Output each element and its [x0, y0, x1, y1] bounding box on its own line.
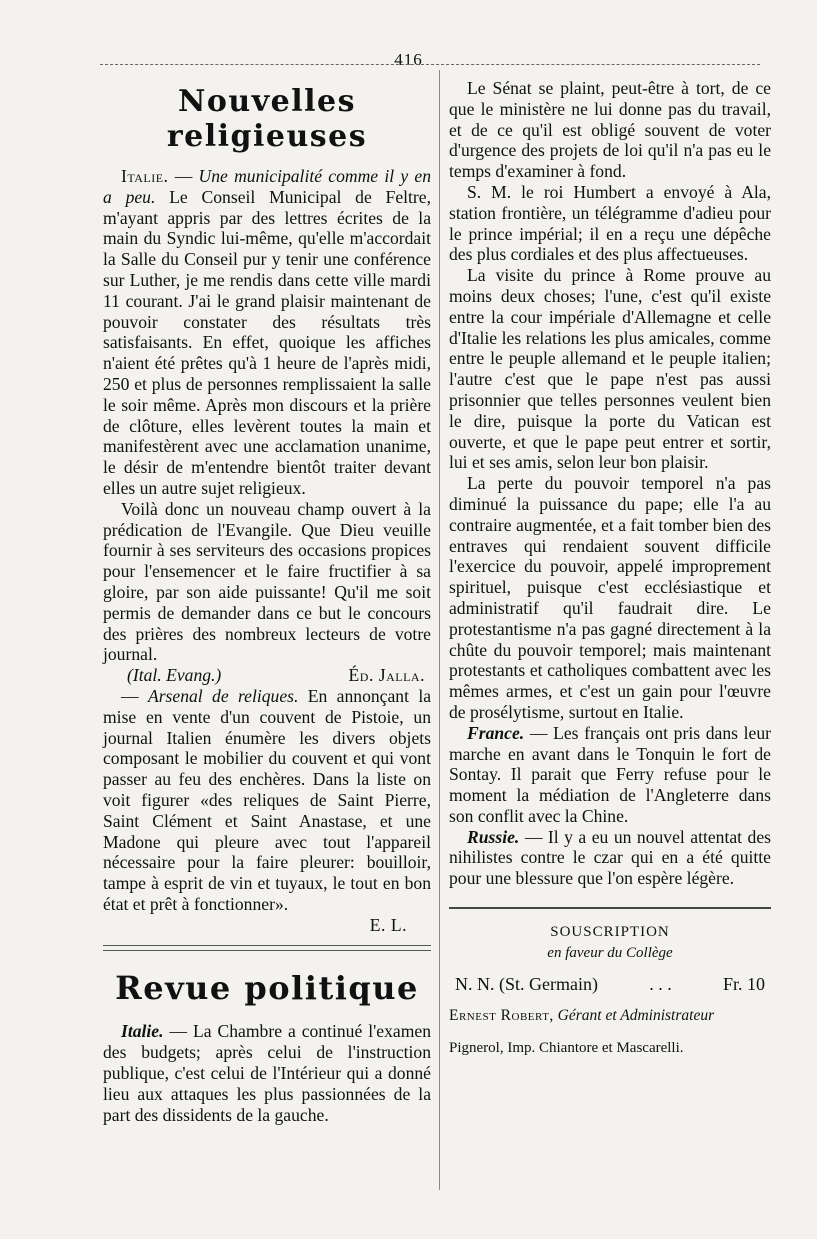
subscription-title: SOUSCRIPTION [550, 924, 670, 941]
country-label: Italie. [121, 1021, 164, 1042]
article-body: — Les français ont pris dans leur marche en avant dans le Tonquin le fort de Sontay. Il parait que Ferry refuse pour le moment la médiation de l'Angleterre dans son conflit avec la Chine. [449, 722, 771, 826]
article-body: En annonçant la mise en vente d'un couvent de Pistoie, un journal Italien énumère les divers objets composant le mobilier du couvent et qui vont passer au feu des enchères. Dans la liste on voit figurer «des reliques de Saint Pierre, Saint Clément et Saint Anastase, et une Madone qui pleure avec tout l'appareil nécessaire pour la faire pleurer: bouilloir, tampe à esprit de vin et tuyaux, le tout en bon état et prêt à fonctionner». [103, 685, 432, 914]
column-divider [439, 70, 440, 1190]
article-italie-municipalite: Italie. — Une municipalité comme il y en a peu. Le Conseil Municipal de Feltre, m'ayant appris par des lettres écrites de la main du Syndic lui-même, qu'elle m'accordait la Salle du Conseil pur y tenir une conférence sur Luther, je me rendis dans cette ville mardi 11 courant. J'ai le grand plaisir maintenant de pouvoir constater des résultats très satisfaisants. En effet, quoique les affiches n'aient été prêtes qu'à 1 heure de l'après midi, 250 et plus de personnes remplissaient la salle le soir même. Après mon discours et la prière de clôture, elles levèrent toutes la main et manifestèrent avec une acclamation unanime, le désir de m'entendre bientôt traiter devant elles un autre sujet religieux. [103, 166, 431, 498]
article-headline: Arsenal de reliques. [147, 685, 299, 706]
signature-line [103, 665, 431, 686]
article-paragraph: La perte du pouvoir temporel n'a pas diminué la puissance du pape; elle l'a au contraire augmentée, et a fait tomber bien des entraves qui rendaient souvent difficile l'exercice du pouvoir, appelé improprement spirituel, puisque c'est ecclésiastique et administratif qu'il faudrait dire. Le protestantisme n'a pas gagné directement à la chûte du pouvoir temporel; mais maintenant protestants et catholiques combattent avec les mêmes armes, et c'est un gain pour l'œuvre de prosélytisme, surtout en Italie. [449, 473, 771, 722]
signature-source: (Ital. Evang.) [127, 665, 222, 686]
subscriber-name: N. N. (St. Germain) [455, 974, 598, 995]
subscription-dots: . . . [649, 974, 672, 995]
subscription-box [449, 921, 771, 997]
right-column [449, 78, 771, 1059]
article-body: — Il y a eu un nouvel attentat des nihilistes contre le czar qui en a été quitte pour une blessure que l'on espère légère. [449, 826, 771, 889]
section-title-religieuses: Nouvelles religieuses [166, 84, 368, 154]
article-arsenal-reliques: — Arsenal de reliques. En annonçant la mise en vente d'un couvent de Pistoie, un journal Italien énumère les divers objets composant le mobilier du couvent et qui vont passer au feu des enchères. Dans la liste on voit figurer «des reliques de Saint Pierre, Saint Clément et Saint Anastase, et une Madone qui pleure avec tout l'appareil nécessaire pour la faire pleurer: bouilloir, tampe à esprit de vin et tuyaux, le tout en bon état et prêt à fonctionner». [103, 685, 432, 914]
section-title-politique: Revue politique [115, 969, 419, 1008]
article-body: Le Conseil Municipal de Feltre, m'ayant appris par des lettres écrites de la main du Syndic lui-même, qu'elle m'accordait la Salle du Conseil pur y tenir une conférence sur Luther, je me rendis dans cette ville mardi 11 courant. J'ai le grand plaisir maintenant de pouvoir constater des résultats très satisfaisants. En effet, quoique les affiches n'aient été prêtes qu'à 1 heure de l'après midi, 250 et plus de personnes remplissaient la salle le soir même. Après mon discours et la prière de clôture, elles levèrent toutes la main et manifestèrent avec une acclamation unanime, le désir de m'entendre bientôt traiter devant elles un autre sujet religieux. [103, 186, 431, 498]
subscription-amount: Fr. 10 [722, 974, 765, 995]
signature-line [103, 915, 431, 936]
subscription-entry [449, 971, 771, 997]
article-paragraph: Voilà donc un nouveau champ ouvert à la prédication de l'Evangile. Que Dieu veuille fournir à ses serviteurs des occasions propices pour l'ensemencer et le faire fructifier à sa gloire, par son aide puissante! Qu'il me soit permis de demander dans ce but le concours des prières des nombreux lecteurs de votre journal. [103, 498, 431, 665]
article-body: — La Chambre a continué l'examen des budgets; après celui de l'instruction publique, c'est celui de l'Intérieur qui a donné lieu aux attaques les plus passionnées de la part des dissidents de la gauche. [103, 1021, 431, 1125]
gerant-role: Gérant et Administrateur [557, 1007, 715, 1025]
left-column [103, 84, 431, 1125]
page-number: 416 [394, 50, 423, 69]
article-headline: Une municipalité comme il y en a peu. [103, 166, 431, 207]
printer-line: Pignerol, Imp. Chiantore et Mascarelli. [449, 1040, 684, 1057]
article-paragraph: La visite du prince à Rome prouve au moins deux choses; l'une, c'est qu'il existe entre la cour impériale d'Allemagne et celle d'Italie les relations les plus amicales, comme entre le peuple allemand et le peuple italien; l'autre c'est que le pape n'est pas aussi prisonnier que telles personnes veulent bien le dire, puisque la porte du Vatican est ouverte, et que le pape peut entrer et sortir, lui et ses amis, selon leur bon plaisir. [449, 265, 771, 473]
article-france [449, 723, 771, 827]
header-rule [100, 64, 760, 65]
signature-author: Éd. Jalla. [348, 665, 425, 686]
signature-author: E. L. [369, 914, 407, 935]
section-divider [103, 945, 431, 951]
gerant-name: Ernest Robert, [449, 1007, 554, 1025]
article-russie [449, 827, 771, 889]
country-label: Italie. [121, 166, 169, 186]
article-italie-politique [103, 1021, 431, 1125]
country-label: Russie. [467, 826, 520, 847]
section-divider [449, 907, 771, 909]
article-paragraph: Le Sénat se plaint, peut-être à tort, de ce que le ministère ne lui donne pas du travail, et de ce qu'il est obligé souvent de voter d'urgence des projets de loi qu'il n'a pas eu le temps d'examiner à fond. [449, 78, 771, 182]
gerant-line [449, 1005, 771, 1027]
subscription-subtitle: en faveur du Collège [547, 945, 673, 962]
article-paragraph: S. M. le roi Humbert a envoyé à Ala, station frontière, un télégramme d'adieu pour le prince impérial; il en a reçu une dépêche des plus cordiales et des plus affectueuses. [449, 181, 771, 265]
country-label: France. [467, 722, 525, 743]
